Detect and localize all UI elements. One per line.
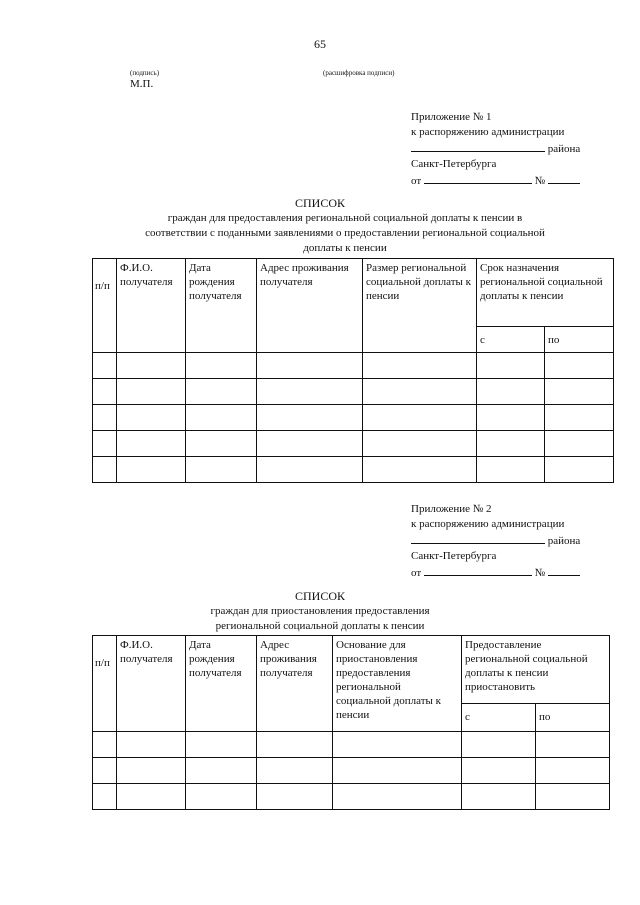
- appendix-1-district-line: [411, 140, 580, 157]
- table-cell[interactable]: [186, 732, 257, 758]
- table-cell[interactable]: [477, 353, 545, 379]
- table-cell[interactable]: [333, 732, 462, 758]
- table-cell[interactable]: [93, 758, 117, 784]
- appendix-1-block: [411, 110, 580, 189]
- table-row: [93, 758, 610, 784]
- list-2-table: [92, 635, 610, 810]
- table-row: [93, 405, 614, 431]
- list-1-table: [92, 258, 614, 483]
- table-cell[interactable]: [536, 784, 610, 810]
- list-2-subtitle-line: граждан для приостановления предоставления: [210, 605, 430, 617]
- table-cell[interactable]: [93, 732, 117, 758]
- table-cell[interactable]: [257, 379, 363, 405]
- col-amount-header: Размер региональной социальной доплаты к пенсии: [363, 259, 477, 353]
- stamp-place-label: М.П.: [130, 78, 154, 90]
- table-cell[interactable]: [462, 758, 536, 784]
- table-cell[interactable]: [257, 431, 363, 457]
- col-num-header: п/п: [93, 259, 117, 353]
- table-cell[interactable]: [117, 784, 186, 810]
- signature-decoding-label: (расшифровка подписи): [323, 69, 395, 77]
- col-to-header: по: [545, 327, 614, 353]
- page-number: 65: [314, 37, 326, 51]
- list-2-heading: СПИСОК: [294, 589, 345, 603]
- table-row: [93, 457, 614, 483]
- table-cell[interactable]: [257, 457, 363, 483]
- table-cell[interactable]: [536, 732, 610, 758]
- col-from-header: с: [462, 704, 536, 732]
- table-header-row: [93, 636, 610, 704]
- number-label: №: [534, 567, 546, 579]
- col-name-header: Ф.И.О. получателя: [117, 259, 186, 353]
- table-cell[interactable]: [545, 353, 614, 379]
- table-cell[interactable]: [186, 405, 257, 431]
- appendix-2-district-line: [411, 532, 580, 549]
- table-cell[interactable]: [462, 784, 536, 810]
- table-cell[interactable]: [545, 457, 614, 483]
- table-cell[interactable]: [545, 405, 614, 431]
- list-1-subtitle-line: граждан для предоставления региональной социальной доплаты к пенсии в: [167, 212, 523, 224]
- table-cell[interactable]: [257, 784, 333, 810]
- table-header-row: [93, 259, 614, 327]
- table-cell[interactable]: [477, 379, 545, 405]
- table-row: [93, 732, 610, 758]
- table-cell[interactable]: [117, 732, 186, 758]
- district-suffix: района: [547, 143, 581, 155]
- table-row: [93, 353, 614, 379]
- table-cell[interactable]: [117, 379, 186, 405]
- col-suspend-header: Предоставление региональной социальной доплаты к пенсии приостановить: [462, 636, 610, 704]
- table-cell[interactable]: [186, 353, 257, 379]
- appendix-1-city: Санкт-Петербурга: [411, 158, 497, 170]
- from-label: от: [411, 567, 422, 579]
- signature-label: (подпись): [130, 69, 160, 77]
- table-cell[interactable]: [186, 379, 257, 405]
- table-cell[interactable]: [536, 758, 610, 784]
- table-cell[interactable]: [363, 353, 477, 379]
- appendix-2-date-line: [411, 564, 580, 581]
- table-cell[interactable]: [117, 457, 186, 483]
- table-cell[interactable]: [363, 457, 477, 483]
- col-address-header: Адрес проживания получателя: [257, 259, 363, 353]
- col-term-header: Срок назначения региональной социальной доплаты к пенсии: [477, 259, 614, 327]
- list-1-subtitle-line: доплаты к пенсии: [303, 242, 387, 254]
- col-num-header: п/п: [93, 636, 117, 732]
- appendix-2-line1: к распоряжению администрации: [411, 518, 565, 530]
- table-cell[interactable]: [93, 379, 117, 405]
- from-label: от: [411, 175, 422, 187]
- number-blank: [548, 172, 580, 184]
- appendix-2-block: [411, 502, 580, 581]
- appendix-1-line1: к распоряжению администрации: [411, 126, 565, 138]
- table-cell[interactable]: [93, 405, 117, 431]
- table-row: [93, 431, 614, 457]
- table-cell[interactable]: [363, 379, 477, 405]
- table-cell[interactable]: [186, 431, 257, 457]
- table-cell[interactable]: [93, 784, 117, 810]
- table-cell[interactable]: [93, 431, 117, 457]
- district-blank: [411, 140, 545, 152]
- appendix-2-city: Санкт-Петербурга: [411, 550, 497, 562]
- table-cell[interactable]: [477, 431, 545, 457]
- table-cell[interactable]: [363, 431, 477, 457]
- table-cell[interactable]: [477, 457, 545, 483]
- table-cell[interactable]: [363, 405, 477, 431]
- col-to-header: по: [536, 704, 610, 732]
- table-row: [93, 379, 614, 405]
- table-cell[interactable]: [93, 457, 117, 483]
- number-blank: [548, 564, 580, 576]
- appendix-1-title: Приложение № 1: [411, 111, 492, 123]
- table-cell[interactable]: [462, 732, 536, 758]
- col-from-header: с: [477, 327, 545, 353]
- table-cell[interactable]: [333, 758, 462, 784]
- table-cell[interactable]: [186, 784, 257, 810]
- table-cell[interactable]: [545, 379, 614, 405]
- table-cell[interactable]: [257, 405, 363, 431]
- list-2-subtitle-line: региональной социальной доплаты к пенсии: [215, 620, 425, 632]
- table-cell[interactable]: [117, 431, 186, 457]
- number-label: №: [534, 175, 546, 187]
- table-cell[interactable]: [186, 457, 257, 483]
- col-basis-header: Основание для приостановления предоставления региональной социальной доплаты к пенсии: [333, 636, 462, 732]
- col-address-header: Адрес проживания получателя: [257, 636, 333, 732]
- table-cell[interactable]: [545, 431, 614, 457]
- district-blank: [411, 532, 545, 544]
- table-cell[interactable]: [186, 758, 257, 784]
- list-1-heading: СПИСОК: [294, 196, 345, 210]
- appendix-2-title: Приложение № 2: [411, 503, 492, 515]
- list-1-subtitle: [95, 211, 595, 256]
- table-cell[interactable]: [477, 405, 545, 431]
- table-cell[interactable]: [117, 353, 186, 379]
- table-cell[interactable]: [117, 405, 186, 431]
- date-blank: [424, 172, 532, 184]
- table-cell[interactable]: [93, 353, 117, 379]
- appendix-1-date-line: [411, 172, 580, 189]
- table-cell[interactable]: [257, 758, 333, 784]
- district-suffix: района: [547, 535, 581, 547]
- list-2-subtitle: [120, 604, 520, 634]
- table-cell[interactable]: [117, 758, 186, 784]
- table-cell[interactable]: [333, 784, 462, 810]
- col-birth-header: Дата рождения получателя: [186, 636, 257, 732]
- col-name-header: Ф.И.О. получателя: [117, 636, 186, 732]
- table-row: [93, 784, 610, 810]
- table-cell[interactable]: [257, 353, 363, 379]
- list-1-subtitle-line: соответствии с поданными заявлениями о предоставлении региональной социальной: [145, 227, 545, 239]
- table-cell[interactable]: [257, 732, 333, 758]
- col-birth-header: Дата рождения получателя: [186, 259, 257, 353]
- date-blank: [424, 564, 532, 576]
